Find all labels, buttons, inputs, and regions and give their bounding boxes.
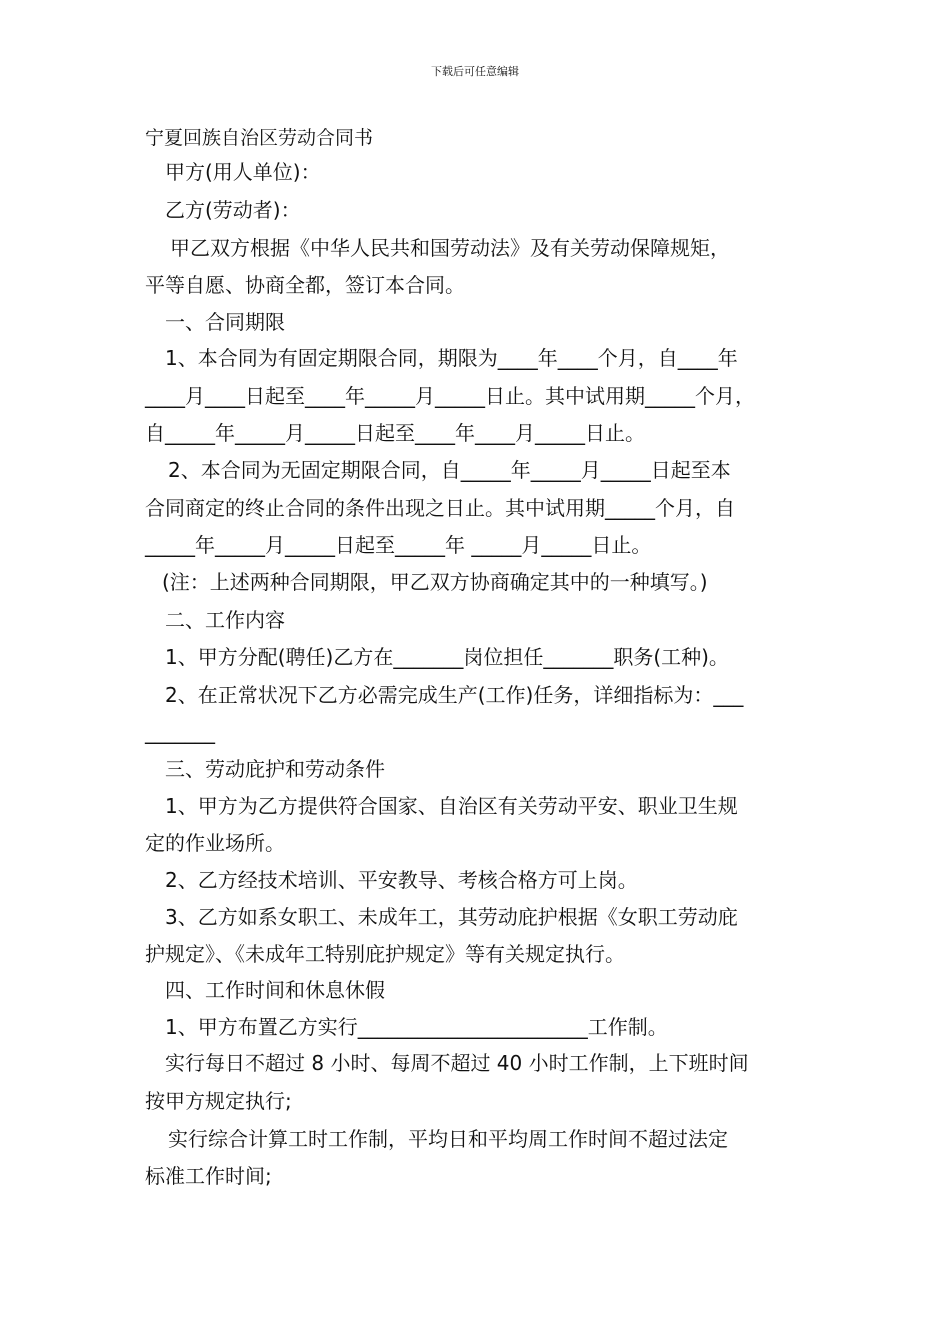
- paragraph-line: 2、乙方经技术培训、平安教导、考核合格方可上岗。: [165, 868, 638, 892]
- paragraph-line: _______: [145, 720, 215, 744]
- paragraph-line: 甲乙双方根据《中华人民共和国劳动法》及有关劳动保障规矩，: [170, 236, 730, 260]
- party-a-line: 甲方(用人单位)：: [165, 160, 321, 184]
- paragraph-line: 按甲方规定执行;: [145, 1089, 292, 1113]
- paragraph-line: ____月____日起至____年_____月_____日止。其中试用期_____个月，: [145, 384, 755, 408]
- paragraph-line: 平等自愿、协商全都，签订本合同。: [145, 273, 465, 297]
- paragraph-line: 1、本合同为有固定期限合同，期限为____年____个月，自____年: [165, 346, 738, 370]
- paragraph-line: 1、甲方为乙方提供符合国家、自治区有关劳动平安、职业卫生规: [165, 794, 738, 818]
- paragraph-line: 合同商定的终止合同的条件出现之日止。其中试用期_____个月，自: [145, 496, 735, 520]
- note-line: (注：上述两种合同期限，甲乙双方协商确定其中的一种填写。): [162, 570, 708, 594]
- page-header: 下载后可任意编辑: [431, 65, 519, 78]
- paragraph-line: 护规定》、《未成年工特别庇护规定》等有关规定执行。: [145, 942, 625, 966]
- paragraph-line: 实行综合计算工时工作制，平均日和平均周工作时间不超过法定: [168, 1127, 728, 1151]
- paragraph-line: 1、甲方布置乙方实行_______________________工作制。: [165, 1015, 668, 1039]
- paragraph-line: 实行每日不超过 8 小时、每周不超过 40 小时工作制，上下班时间: [165, 1051, 749, 1075]
- paragraph-line: 标准工作时间;: [145, 1164, 272, 1188]
- paragraph-line: 1、甲方分配(聘任)乙方在_______岗位担任_______职务(工种)。: [165, 645, 729, 669]
- paragraph-line: 2、在正常状况下乙方必需完成生产(工作)任务，详细指标为：___: [165, 683, 744, 707]
- section-heading-1: 一、合同期限: [165, 310, 285, 334]
- paragraph-line: _____年_____月_____日起至_____年 _____月_____日止。: [145, 533, 652, 557]
- paragraph-line: 2、本合同为无固定期限合同，自_____年_____月_____日起至本: [168, 458, 731, 482]
- paragraph-line: 3、乙方如系女职工、未成年工，其劳动庇护根据《女职工劳动庇: [165, 905, 738, 929]
- section-heading-3: 三、劳动庇护和劳动条件: [165, 757, 385, 781]
- paragraph-line: 定的作业场所。: [145, 831, 285, 855]
- section-heading-2: 二、工作内容: [165, 608, 285, 632]
- paragraph-line: 自_____年_____月_____日起至____年____月_____日止。: [145, 421, 645, 445]
- party-b-line: 乙方(劳动者)：: [165, 198, 301, 222]
- section-heading-4: 四、工作时间和休息休假: [165, 978, 385, 1002]
- document-title: 宁夏回族自治区劳动合同书: [145, 127, 374, 149]
